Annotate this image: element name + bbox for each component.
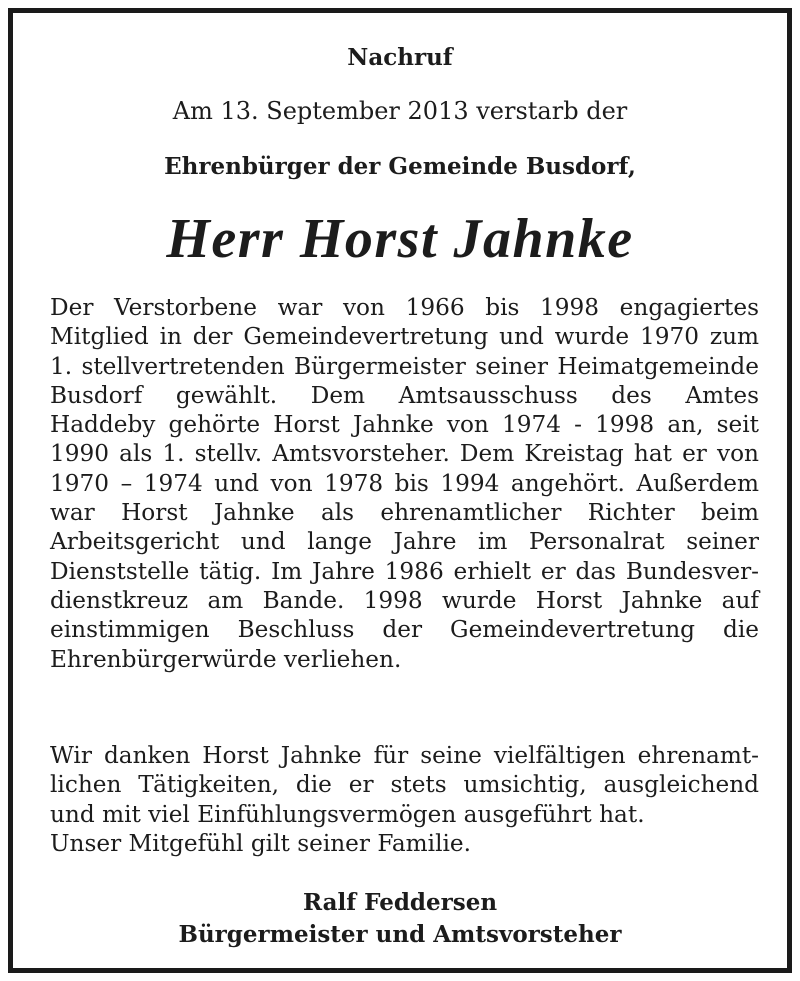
text-line: Mitglied in der Gemeindevertretung und wurde 1970 zum bbox=[50, 323, 759, 351]
text-line: 1990 als 1. stellv. Amtsvorsteher. Dem Kreistag hat er von bbox=[50, 440, 759, 468]
text-line: Wir danken Horst Jahnke für seine vielfältigen ehrenamt- bbox=[50, 742, 759, 769]
condolence-paragraph bbox=[50, 741, 759, 858]
obituary-notice bbox=[8, 8, 792, 973]
text-line: 1. stellvertretenden Bürgermeister seiner Heimatgemeinde bbox=[50, 352, 759, 380]
honorary-citizen-line: Ehrenbürger der Gemeinde Busdorf, bbox=[164, 153, 636, 180]
text-line: Busdorf gewählt. Dem Amtsausschuss des Amtes bbox=[50, 381, 759, 409]
text-line: Arbeitsgericht und lange Jahre im Personalrat seiner bbox=[50, 528, 759, 556]
deceased-name: Herr Horst Jahnke bbox=[166, 208, 634, 270]
text-line: lichen Tätigkeiten, die er stets umsichtig, ausgleichend bbox=[50, 771, 759, 799]
signature-name: Ralf Feddersen bbox=[302, 889, 498, 916]
text-line: war Horst Jahnke als ehrenamtlicher Richter beim bbox=[50, 499, 759, 527]
text-line: einstimmigen Beschluss der Gemeindevertretung die bbox=[50, 616, 759, 644]
text-line: dienstkreuz am Bande. 1998 wurde Horst Jahnke auf bbox=[50, 586, 759, 614]
text-line: Haddeby gehörte Horst Jahnke von 1974 - 1998 an, seit bbox=[50, 411, 759, 439]
text-line: Der Verstorbene war von 1966 bis 1998 engagiertes bbox=[50, 294, 759, 321]
text-line: 1970 – 1974 und von 1978 bis 1994 angehört. Außerdem bbox=[50, 469, 759, 497]
signature-block bbox=[13, 887, 787, 951]
text-line: Unser Mitgefühl gilt seiner Familie. bbox=[50, 829, 472, 857]
intro-line: Am 13. September 2013 verstarb der bbox=[172, 97, 628, 125]
notice-heading: Nachruf bbox=[347, 44, 453, 71]
signature-title: Bürgermeister und Amtsvorsteher bbox=[178, 921, 622, 948]
text-line: Ehrenbürgerwürde verliehen. bbox=[50, 645, 402, 673]
text-line: Dienststelle tätig. Im Jahre 1986 erhielt er das Bundesver- bbox=[50, 557, 759, 585]
text-line: und mit viel Einfühlungsvermögen ausgeführt hat. bbox=[50, 800, 645, 828]
biography-paragraph bbox=[50, 293, 759, 674]
